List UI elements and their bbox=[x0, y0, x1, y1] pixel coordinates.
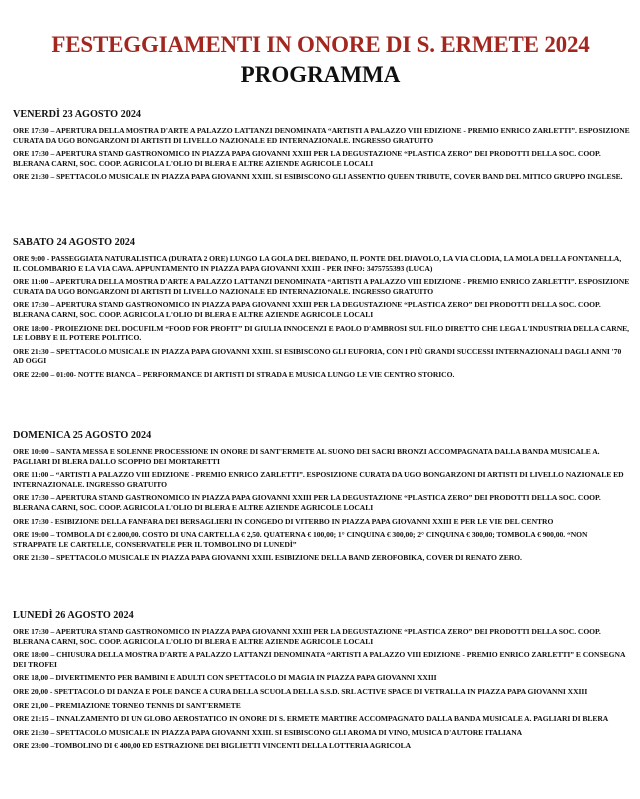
event-item: ORE 21,00 – PREMIAZIONE TORNEO TENNIS DI SANT'ERMETE bbox=[13, 700, 241, 710]
page-title: FESTEGGIAMENTI IN ONORE DI S. ERMETE 2024 bbox=[51, 32, 590, 57]
event-item: ORE 21:30 – SPETTACOLO MUSICALE IN PIAZZA PAPA GIOVANNI XXIII. SI ESIBISCONO GLI ASSENTIO QUEEN TRIBUTE, COVER BAND DEL MITICO GRUPPO INGLESE. bbox=[13, 172, 623, 182]
event-item: ORE 10:00 – SANTA MESSA E SOLENNE PROCESSIONE IN ONORE DI SANT'ERMETE AL SUONO DEI SACRI BRONZI ACCOMPAGNATA DALLA BANDA MUSICALE A. PAGLIARI DI BLERA DALLO SCOPPIO DEI MORTARETTI bbox=[13, 447, 600, 466]
event-item: ORE 11:00 – “ARTISTI A PALAZZO VIII EDIZIONE - PREMIO ENRICO ZARLETTI”. ESPOSIZIONE CURATA DA UGO BONGARZONI DI ARTISTI DI LIVELLO NAZIONALE ED INTERNAZIONALE. INGRESSO GRATUITO bbox=[13, 470, 624, 489]
event-item: ORE 17:30 – APERTURA STAND GASTRONOMICO IN PIAZZA PAPA GIOVANNI XXIII PER LA DEGUSTAZIONE “PLASTICA ZERO” DEI PRODOTTI DELLA SOC. COOP. BLERANA CARNI, SOC. COOP. AGRICOLA L'OLIO DI BLERA E ALTRE AZIENDE AGRICOLE LOCALI bbox=[13, 300, 601, 319]
event-item: ORE 9:00 - PASSEGGIATA NATURALISTICA (DURATA 2 ORE) LUNGO LA GOLA DEL BIEDANO, IL PONTE DEL DIAVOLO, LA VIA CLODIA, LA MOLA DELLA FONTANELLA, IL COLOMBARIO E LA VIA CAVA. APPUNTAMENTO IN PIAZZA PAPA GIOVANNI XXIII - PER INFO: 3475755393 (LUCA) bbox=[13, 254, 622, 273]
day-section-venerdi bbox=[13, 108, 630, 186]
event-item: ORE 21:30 – SPETTACOLO MUSICALE IN PIAZZA PAPA GIOVANNI XXIII. SI ESIBISCONO GLI AROMA DI VINO, MUSICA D'AUTORE ITALIANA bbox=[13, 727, 523, 737]
event-item: ORE 23:00 –TOMBOLINO DI € 400,00 ED ESTRAZIONE DEI BIGLIETTI VINCENTI DELLA LOTTERIA AGRICOLA bbox=[13, 741, 412, 751]
day-section-sabato bbox=[13, 236, 630, 384]
day-section-domenica bbox=[13, 429, 630, 567]
event-item: ORE 22:00 – 01:00- NOTTE BIANCA – PERFORMANCE DI ARTISTI DI STRADA E MUSICA LUNGO LE VIE CENTRO STORICO. bbox=[13, 369, 455, 379]
event-item: ORE 17:30 – APERTURA STAND GASTRONOMICO IN PIAZZA PAPA GIOVANNI XXIII PER LA DEGUSTAZIONE “PLASTICA ZERO” DEI PRODOTTI DELLA SOC. COOP. BLERANA CARNI, SOC. COOP. AGRICOLA L'OLIO DI BLERA E ALTRE AZIENDE AGRICOLE LOCALI bbox=[13, 627, 601, 646]
event-item: ORE 17:30 - ESIBIZIONE DELLA FANFARA DEI BERSAGLIERI IN CONGEDO DI VITERBO IN PIAZZA PAPA GIOVANNI XXIII E PER LE VIE DEL CENTRO bbox=[13, 516, 554, 526]
event-item: ORE 17:30 – APERTURA STAND GASTRONOMICO IN PIAZZA PAPA GIOVANNI XXIII PER LA DEGUSTAZIONE “PLASTICA ZERO” DEI PRODOTTI DELLA SOC. COOP. BLERANA CARNI, SOC. COOP. AGRICOLA L'OLIO DI BLERA E ALTRE AZIENDE AGRICOLE LOCALI bbox=[13, 149, 601, 168]
day-heading: DOMENICA 25 AGOSTO 2024 bbox=[13, 430, 152, 441]
event-item: ORE 18:00 – CHIUSURA DELLA MOSTRA D'ARTE A PALAZZO LATTANZI DENOMINATA “ARTISTI A PALAZZO VIII EDIZIONE - PREMIO ENRICO ZARLETTI” E CONSEGNA DEI TROFEI bbox=[13, 650, 625, 669]
event-item: ORE 20,00 - SPETTACOLO DI DANZA E POLE DANCE A CURA DELLA SCUOLA DELLA S.S.D. SRL ACTIVE SPACE DI VETRALLA IN PIAZZA PAPA GIOVANNI XXIII bbox=[13, 686, 588, 696]
event-item: ORE 11:00 – APERTURA DELLA MOSTRA D'ARTE A PALAZZO LATTANZI DENOMINATA “ARTISTI A PALAZZO VIII EDIZIONE - PREMIO ENRICO ZARLETTI”. ESPOSIZIONE CURATA DA UGO BONGARZONI DI ARTISTI DI LIVELLO NAZIONALE ED INTERNAZIONALE. INGRESSO GRATUITO bbox=[13, 277, 630, 296]
day-heading: SABATO 24 AGOSTO 2024 bbox=[13, 237, 135, 248]
day-section-lunedi bbox=[13, 609, 630, 755]
event-item: ORE 21:30 – SPETTACOLO MUSICALE IN PIAZZA PAPA GIOVANNI XXIII. ESIBIZIONE DELLA BAND ZEROFOBIKA, COVER DI RENATO ZERO. bbox=[13, 553, 522, 563]
event-item: ORE 18:00 - PROIEZIONE DEL DOCUFILM “FOOD FOR PROFIT” DI GIULIA INNOCENZI E PAOLO D'AMBROSI SUL FILO DIRETTO CHE LEGA L'INDUSTRIA DELLA CARNE, LE LOBBY E IL POTERE POLITICO. bbox=[13, 323, 630, 343]
day-heading: LUNEDÌ 26 AGOSTO 2024 bbox=[13, 610, 134, 621]
day-heading: VENERDÌ 23 AGOSTO 2024 bbox=[13, 109, 142, 120]
event-item: ORE 17:30 – APERTURA DELLA MOSTRA D'ARTE A PALAZZO LATTANZI DENOMINATA “ARTISTI A PALAZZO VIII EDIZIONE - PREMIO ENRICO ZARLETTI”. ESPOSIZIONE CURATA DA UGO BONGARZONI DI ARTISTI DI LIVELLO NAZIONALE ED INTERNAZIONALE. INGRESSO GRATUITO bbox=[13, 126, 630, 145]
event-item: ORE 18,00 – DIVERTIMENTO PER BAMBINI E ADULTI CON SPETTACOLO DI MAGIA IN PIAZZA PAPA GIOVANNI XXIII bbox=[13, 673, 437, 683]
event-item: ORE 21:30 – SPETTACOLO MUSICALE IN PIAZZA PAPA GIOVANNI XXIII. SI ESIBISCONO GLI EUFORIA, CON I PIÙ GRANDI SUCCESSI INTERNAZIONALI DAGLI ANNI '70 AD OGGI bbox=[13, 346, 622, 366]
page-subtitle: PROGRAMMA bbox=[240, 62, 401, 87]
event-item: ORE 17:30 – APERTURA STAND GASTRONOMICO IN PIAZZA PAPA GIOVANNI XXIII PER LA DEGUSTAZIONE “PLASTICA ZERO” DEI PRODOTTI DELLA SOC. COOP. BLERANA CARNI, SOC. COOP. AGRICOLA L'OLIO DI BLERA E ALTRE AZIENDE AGRICOLE LOCALI bbox=[13, 493, 601, 512]
event-item: ORE 19:00 – TOMBOLA DI € 2.000,00. COSTO DI UNA CARTELLA € 2,50. QUATERNA € 100,00; 1° CINQUINA € 300,00; 2° CINQUINA € 300,00; TOMBOLA € 900,00. “NON STRAPPATE LE CARTELLE, CONSERVATELE PER IL TOMBOLINO DI LUNEDÌ” bbox=[13, 530, 588, 549]
event-item: ORE 21:15 – INNALZAMENTO DI UN GLOBO AEROSTATICO IN ONORE DI S. ERMETE MARTIRE ACCOMPAGNATO DALLA BANDA MUSICALE A. PAGLIARI DI BLERA bbox=[13, 714, 609, 724]
